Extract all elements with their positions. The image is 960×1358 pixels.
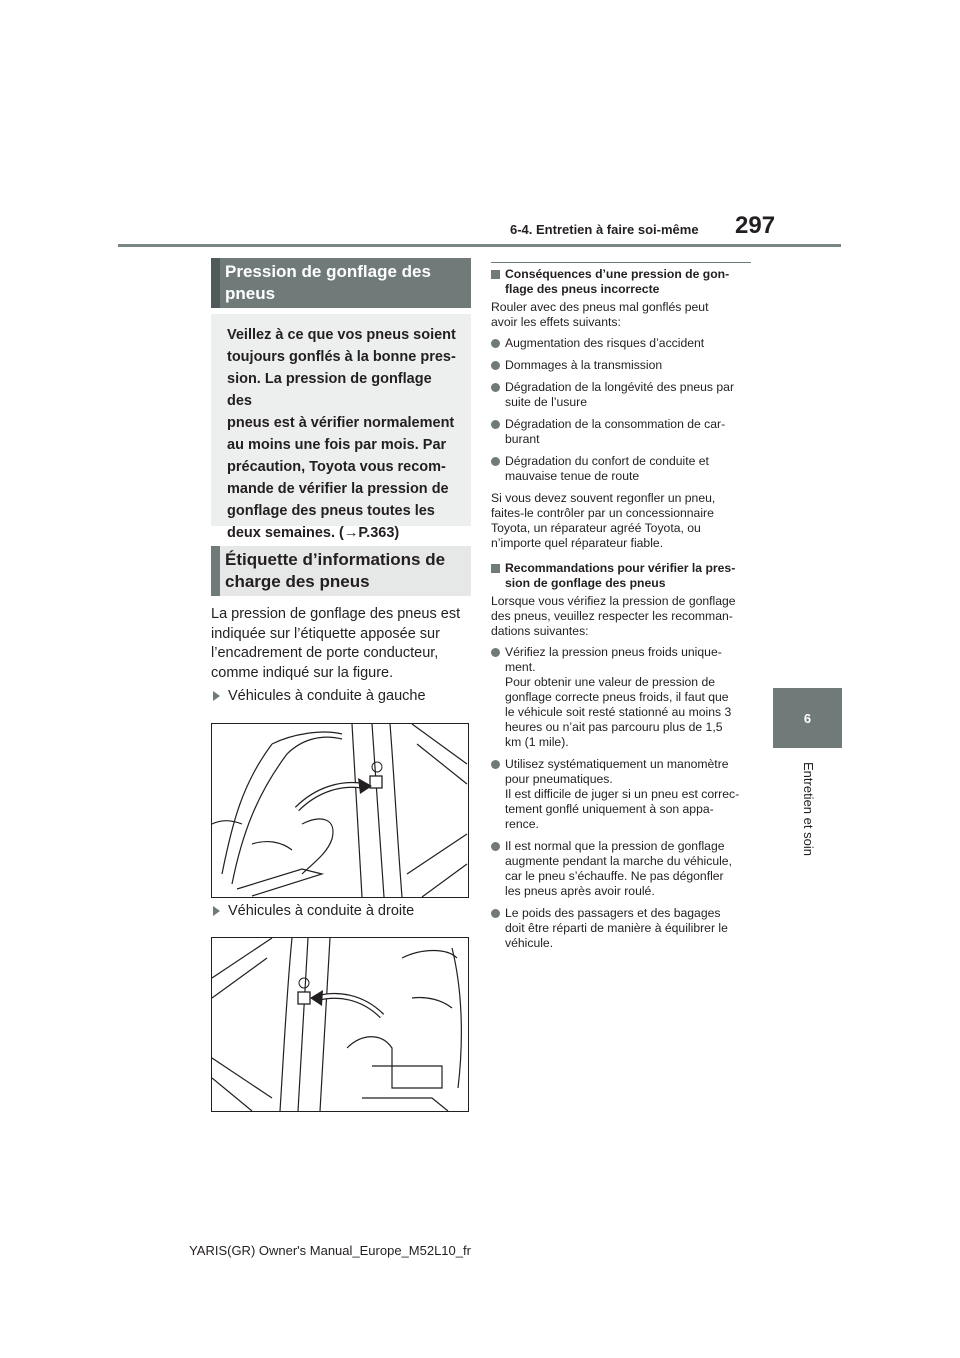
- page-number: 297: [735, 212, 776, 239]
- round-bullet-icon: [491, 339, 500, 348]
- round-bullet-icon: [491, 648, 500, 657]
- round-bullet-icon: [491, 457, 500, 466]
- intro-line: Veillez à ce que vos pneus soient: [227, 327, 456, 343]
- round-bullet-icon: [491, 383, 500, 392]
- footer: [0, 1243, 960, 1258]
- triangle-bullet-icon: [213, 906, 220, 916]
- subsection-rule: [491, 262, 751, 263]
- header-rule: [118, 244, 841, 247]
- subsection-title: Recommandations pour vérifier la pres- sion de gonflage des pneus: [505, 561, 736, 590]
- chapter-tab[interactable]: [773, 688, 842, 748]
- intro-box: [211, 314, 471, 541]
- list-item: Dégradation de la consommation de car- burant: [491, 417, 751, 447]
- round-bullet-icon: [491, 361, 500, 370]
- section-title-line: pneus: [225, 284, 276, 303]
- intro-line: précaution, Toyota vous recom-: [227, 459, 446, 475]
- bullet-left-hand-drive: [213, 688, 426, 704]
- paragraph-line: l’encadrement de porte conducteur,: [211, 645, 439, 661]
- section-title-tire-pressure: [211, 258, 471, 308]
- list-item: Dommages à la transmission: [491, 358, 751, 373]
- square-bullet-icon: [491, 270, 500, 279]
- subsection-title: Conséquences d’une pression de gon- flage des pneus incorrecte: [505, 267, 730, 296]
- section-title-load-label: [211, 546, 471, 596]
- figure-left-hand-drive: [211, 723, 469, 898]
- paragraph-line: comme indiqué sur la figure.: [211, 664, 394, 681]
- square-bullet-icon: [491, 564, 500, 573]
- intro-line: sion. La pression de gonflage des: [227, 371, 432, 409]
- chapter-number: 6: [803, 710, 812, 726]
- header-section-title: 6-4. Entretien à faire soi-même: [510, 222, 699, 237]
- list-item: Le poids des passagers et des bagages doit être réparti de manière à équilibrer le véhicule.: [491, 906, 751, 951]
- triangle-bullet-icon: [213, 691, 220, 701]
- subsection-consequences: [491, 267, 751, 297]
- list-item: Il est normal que la pression de gonflage augmente pendant la marche du véhicule, car le pneu s’échauffe. Ne pas dégonfler les pneus après avoir roulé.: [491, 839, 751, 899]
- intro-line: au moins une fois par mois. Par: [227, 437, 447, 453]
- paragraph-line: La pression de gonflage des pneus est: [211, 606, 461, 622]
- chapter-label: Entretien et soin: [801, 762, 816, 856]
- bullet-text: Véhicules à conduite à gauche: [228, 688, 426, 704]
- door-frame-illustration-lhd: [212, 724, 468, 897]
- intro-line-link[interactable]: deux semaines. (→P.363): [227, 525, 400, 541]
- intro-line: gonflage des pneus toutes les: [227, 503, 435, 519]
- section-title-line: Étiquette d’informations de: [225, 550, 446, 569]
- list-item: Dégradation du confort de conduite et mauvaise tenue de route: [491, 454, 751, 484]
- footer-text: YARIS(GR) Owner's Manual_Europe_M52L10_fr: [189, 1243, 471, 1258]
- bullet-right-hand-drive: [213, 903, 414, 919]
- paragraph: Si vous devez souvent regonfler un pneu, faites-le contrôler par un concessionnaire Toyota, un réparateur agréé Toyota, ou n’importe quel réparateur fiable.: [491, 491, 716, 550]
- paragraph: Rouler avec des pneus mal gonflés peut avoir les effets suivants:: [491, 300, 709, 329]
- round-bullet-icon: [491, 420, 500, 429]
- paragraph-line: indiquée sur l’étiquette apposée sur: [211, 625, 440, 642]
- round-bullet-icon: [491, 760, 500, 769]
- load-label-paragraph: [211, 605, 473, 683]
- section-title-line: charge des pneus: [225, 572, 370, 591]
- intro-line: toujours gonflés à la bonne pres-: [227, 349, 456, 365]
- intro-line: mande de vérifier la pression de: [227, 481, 449, 497]
- figure-right-hand-drive: [211, 937, 469, 1112]
- list-item: Vérifiez la pression pneus froids unique- ment. Pour obtenir une valeur de pression de gonflage correcte pneus froids, il faut que le véhicule soit resté stationné au moins 3 heures ou n’ait pas parcouru plus de 1,5 km (1 mile).: [491, 645, 751, 750]
- bullet-text: Véhicules à conduite à droite: [228, 903, 415, 919]
- list-item: Augmentation des risques d’accident: [491, 336, 751, 351]
- subsection-recommendations: [491, 561, 751, 591]
- round-bullet-icon: [491, 909, 500, 918]
- list-item: Dégradation de la longévité des pneus par suite de l’usure: [491, 380, 751, 410]
- door-frame-illustration-rhd: [212, 938, 468, 1111]
- list-item: Utilisez systématiquement un manomètre pour pneumatiques. Il est difficile de juger si un pneu est correc- tement gonflé uniquement à son appa- rence.: [491, 757, 751, 832]
- paragraph: Lorsque vous vérifiez la pression de gonflage des pneus, veuillez respecter les recomman- dations suivantes:: [491, 594, 736, 638]
- intro-line: pneus est à vérifier normalement: [227, 415, 455, 431]
- right-column: [491, 262, 751, 958]
- section-title-line: Pression de gonflage des: [225, 262, 431, 281]
- round-bullet-icon: [491, 842, 500, 851]
